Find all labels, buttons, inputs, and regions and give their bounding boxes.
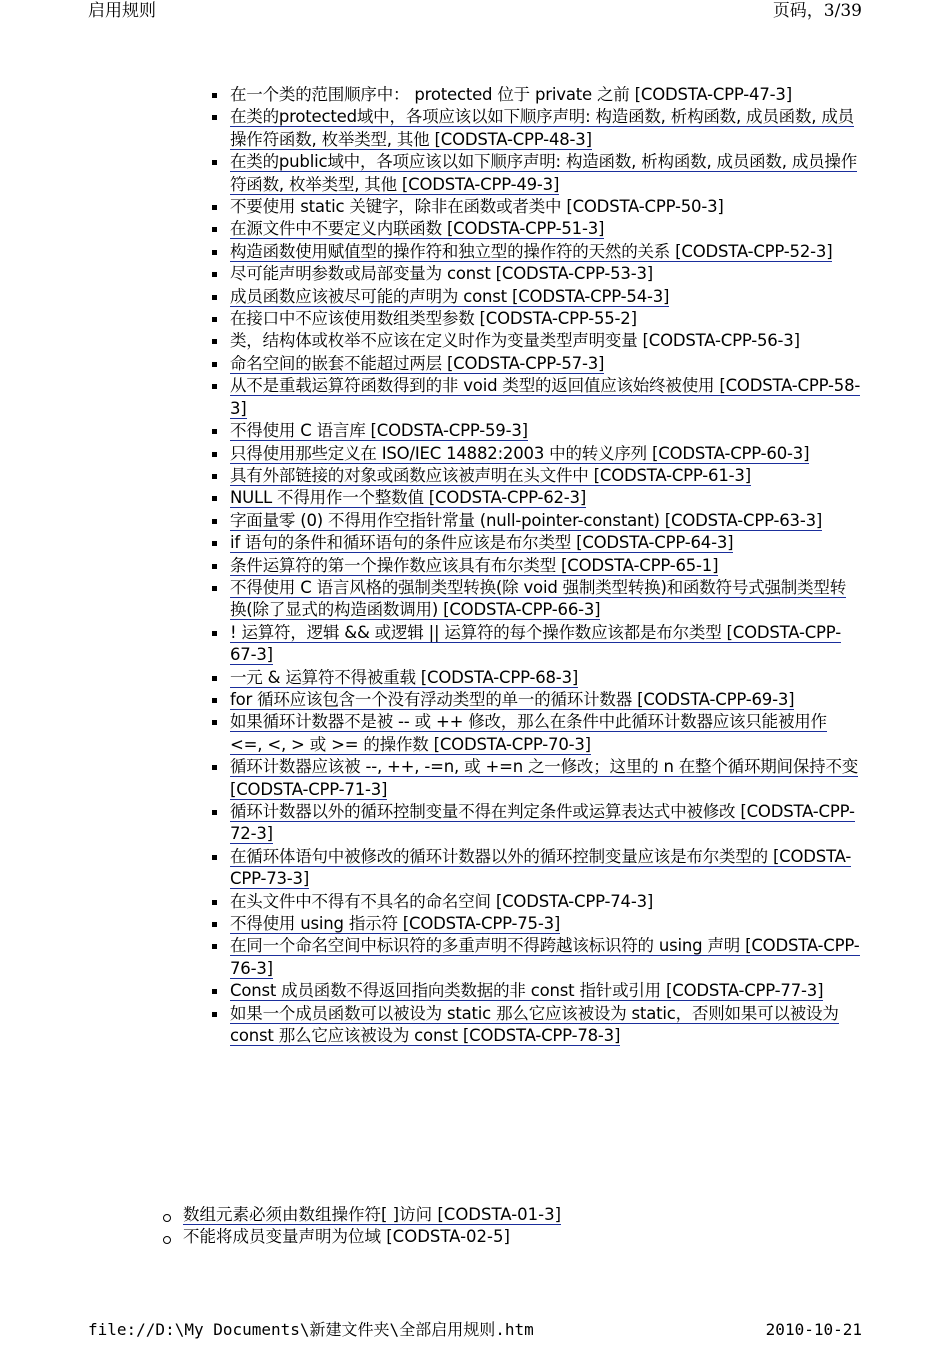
rule-link[interactable]: 如果一个成员函数可以被设为 static 那么它应该被设为 static，否则如果可以被设为 const 那么它应该被设为 const [CODSTA-CPP-78-3]: [230, 1003, 839, 1046]
rule-link[interactable]: 不得使用 using 指示符 [CODSTA-CPP-75-3]: [230, 914, 561, 934]
rule-text: 类，结构体或枚举不应该在定义时作为变量类型声明变量 [CODSTA-CPP-56-3]: [230, 331, 800, 351]
rule-link[interactable]: 命名空间的嵌套不能超过两层 [CODSTA-CPP-57-3]: [230, 353, 605, 373]
square-bullet-icon: [212, 272, 217, 277]
square-bullet-icon: [212, 900, 217, 905]
rule-item[interactable]: [230, 801, 862, 846]
rule-item[interactable]: [230, 532, 862, 554]
square-bullet-icon: [212, 205, 217, 210]
rule-link[interactable]: 条件运算符的第一个操作数应该具有布尔类型 [CODSTA-CPP-65-1]: [230, 555, 719, 575]
rule-item[interactable]: [230, 353, 862, 375]
rule-link[interactable]: 如果循环计数器不是被 -- 或 ++ 修改，那么在条件中此循环计数器应该只能被用作 <=, <, > 或 >= 的操作数 [CODSTA-CPP-70-3]: [230, 712, 827, 754]
rule-item[interactable]: [230, 689, 862, 711]
rule-link[interactable]: 循环计数器应该被 --, ++, -=n, 或 +=n 之一修改；这里的 n 在整个循环期间保持不变 [CODSTA-CPP-71-3]: [230, 757, 859, 799]
footer-date: 2010-10-21: [765, 1320, 862, 1339]
rule-text: 尽可能声明参数或局部变量为 const [CODSTA-CPP-53-3]: [230, 264, 653, 284]
rule-item[interactable]: [230, 465, 862, 487]
rule-item[interactable]: [230, 151, 862, 196]
rule-item[interactable]: [230, 711, 862, 756]
square-bullet-icon: [212, 452, 217, 457]
rule-item[interactable]: [230, 510, 862, 532]
rule-link[interactable]: 数组元素必须由数组操作符[ ]访问 [CODSTA-01-3]: [183, 1205, 562, 1224]
rule-link[interactable]: 构造函数使用赋值型的操作符和独立型的操作符的天然的关系 [CODSTA-CPP-52-3]: [230, 241, 833, 261]
square-bullet-icon: [212, 586, 217, 591]
rule-item[interactable]: [230, 980, 862, 1002]
footer-file-path: file://D:\My Documents\新建文件夹\全部启用规则.htm: [88, 1320, 534, 1339]
header-page-number: 页码，3/39: [772, 1, 862, 21]
rule-item[interactable]: [230, 667, 862, 689]
rule-item[interactable]: [230, 846, 862, 891]
rule-text: 在接口中不应该使用数组类型参数 [CODSTA-CPP-55-2]: [230, 309, 637, 329]
square-bullet-icon: [212, 989, 217, 994]
rule-item[interactable]: [230, 756, 862, 801]
rule-link[interactable]: 在循环体语句中被修改的循环计数器以外的循环控制变量应该是布尔类型的 [CODSTA-CPP-73-3]: [230, 846, 852, 889]
rule-item[interactable]: [230, 487, 862, 509]
square-bullet-icon: [212, 250, 217, 255]
square-bullet-icon: [212, 339, 217, 344]
rule-list: [0, 84, 950, 1047]
circle-bullet-icon: [163, 1236, 171, 1244]
square-bullet-icon: [212, 676, 217, 681]
square-bullet-icon: [212, 384, 217, 389]
rule-item[interactable]: [230, 555, 862, 577]
square-bullet-icon: [212, 519, 217, 524]
square-bullet-icon: [212, 317, 217, 322]
rule-item: [230, 330, 862, 352]
rule-link[interactable]: NULL 不得用作一个整数值 [CODSTA-CPP-62-3]: [230, 488, 587, 508]
square-bullet-icon: [212, 1012, 217, 1017]
rule-link[interactable]: 成员函数应该被尽可能的声明为 const [CODSTA-CPP-54-3]: [230, 286, 670, 306]
rule-link[interactable]: 从不是重载运算符函数得到的非 void 类型的返回值应该始终被使用 [CODSTA-CPP-58-3]: [230, 376, 861, 418]
top-level-rule-list: [0, 1204, 863, 1249]
rule-text: 不能将成员变量声明为位域 [CODSTA-02-5]: [183, 1227, 510, 1247]
top-rule-item: [183, 1226, 863, 1248]
rule-item: [230, 84, 862, 106]
square-bullet-icon: [212, 474, 217, 479]
square-bullet-icon: [212, 541, 217, 546]
rule-link[interactable]: 具有外部链接的对象或函数应该被声明在头文件中 [CODSTA-CPP-61-3]: [230, 465, 751, 485]
rule-link[interactable]: 在源文件中不要定义内联函数 [CODSTA-CPP-51-3]: [230, 219, 605, 239]
header-title: 启用规则: [88, 1, 156, 21]
rule-item[interactable]: [230, 622, 862, 667]
square-bullet-icon: [212, 855, 217, 860]
rule-link[interactable]: ! 运算符，逻辑 && 或逻辑 || 运算符的每个操作数应该都是布尔类型 [CODSTA-CPP-67-3]: [230, 622, 841, 665]
rule-item[interactable]: [230, 286, 862, 308]
square-bullet-icon: [212, 115, 217, 120]
rule-item: [230, 263, 862, 285]
square-bullet-icon: [212, 429, 217, 434]
rule-item[interactable]: [230, 913, 862, 935]
square-bullet-icon: [212, 922, 217, 927]
rule-item: [230, 308, 862, 330]
rule-link[interactable]: for 循环应该包含一个没有浮动类型的单一的循环计数器 [CODSTA-CPP-69-3]: [230, 689, 795, 709]
rule-link[interactable]: 在同一个命名空间中标识符的多重声明不得跨越该标识符的 using 声明 [CODSTA-CPP-76-3]: [230, 936, 860, 978]
rule-item[interactable]: [230, 935, 862, 980]
square-bullet-icon: [212, 295, 217, 300]
rule-item: [230, 891, 862, 913]
square-bullet-icon: [212, 720, 217, 725]
square-bullet-icon: [212, 698, 217, 703]
rule-link[interactable]: 循环计数器以外的循环控制变量不得在判定条件或运算表达式中被修改 [CODSTA-CPP-72-3]: [230, 802, 855, 844]
rule-link[interactable]: 在类的protected域中，各项应该以如下顺序声明: 构造函数, 析构函数, 成员函数, 成员操作符函数, 枚举类型, 其他 [CODSTA-CPP-48-3]: [230, 107, 854, 149]
square-bullet-icon: [212, 160, 217, 165]
rule-item[interactable]: [230, 106, 862, 151]
rule-item[interactable]: [230, 375, 862, 420]
rule-item: [230, 196, 862, 218]
rule-link[interactable]: if 语句的条件和循环语句的条件应该是布尔类型 [CODSTA-CPP-64-3]: [230, 533, 734, 553]
square-bullet-icon: [212, 362, 217, 367]
rule-link[interactable]: 字面量零 (0) 不得用作空指针常量 (null-pointer-constant) [CODSTA-CPP-63-3]: [230, 510, 823, 530]
square-bullet-icon: [212, 496, 217, 501]
rule-link[interactable]: 在类的public域中，各项应该以如下顺序声明: 构造函数, 析构函数, 成员函数, 成员操作符函数, 枚举类型, 其他 [CODSTA-CPP-49-3]: [230, 152, 858, 194]
rule-item[interactable]: [230, 218, 862, 240]
square-bullet-icon: [212, 227, 217, 232]
square-bullet-icon: [212, 564, 217, 569]
circle-bullet-icon: [163, 1214, 171, 1222]
rule-item[interactable]: [230, 420, 862, 442]
rule-link[interactable]: 不得使用 C 语言库 [CODSTA-CPP-59-3]: [230, 421, 528, 441]
square-bullet-icon: [212, 765, 217, 770]
rule-item[interactable]: [230, 241, 862, 263]
rule-item[interactable]: [230, 577, 862, 622]
square-bullet-icon: [212, 631, 217, 636]
square-bullet-icon: [212, 93, 217, 98]
rule-text: 不要使用 static 关键字，除非在函数或者类中 [CODSTA-CPP-50-3]: [230, 197, 724, 217]
square-bullet-icon: [212, 944, 217, 949]
rule-link[interactable]: Const 成员函数不得返回指向类数据的非 const 指针或引用 [CODSTA-CPP-77-3]: [230, 981, 824, 1001]
top-rule-item[interactable]: [183, 1204, 863, 1226]
square-bullet-icon: [212, 810, 217, 815]
rule-item[interactable]: [230, 443, 862, 465]
rule-link[interactable]: 不得使用 C 语言风格的强制类型转换(除 void 强制类型转换)和函数符号式强制类型转换(除了显式的构造函数调用) [CODSTA-CPP-66-3]: [230, 577, 846, 620]
rule-link[interactable]: 一元 & 运算符不得被重载 [CODSTA-CPP-68-3]: [230, 667, 579, 687]
rule-text: 在一个类的范围顺序中： protected 位于 private 之前 [CODSTA-CPP-47-3]: [230, 85, 792, 104]
rule-item[interactable]: [230, 1003, 862, 1048]
rule-link[interactable]: 只得使用那些定义在 ISO/IEC 14882:2003 中的转义序列 [CODSTA-CPP-60-3]: [230, 443, 810, 463]
rule-text: 在头文件中不得有不具名的命名空间 [CODSTA-CPP-74-3]: [230, 891, 654, 911]
